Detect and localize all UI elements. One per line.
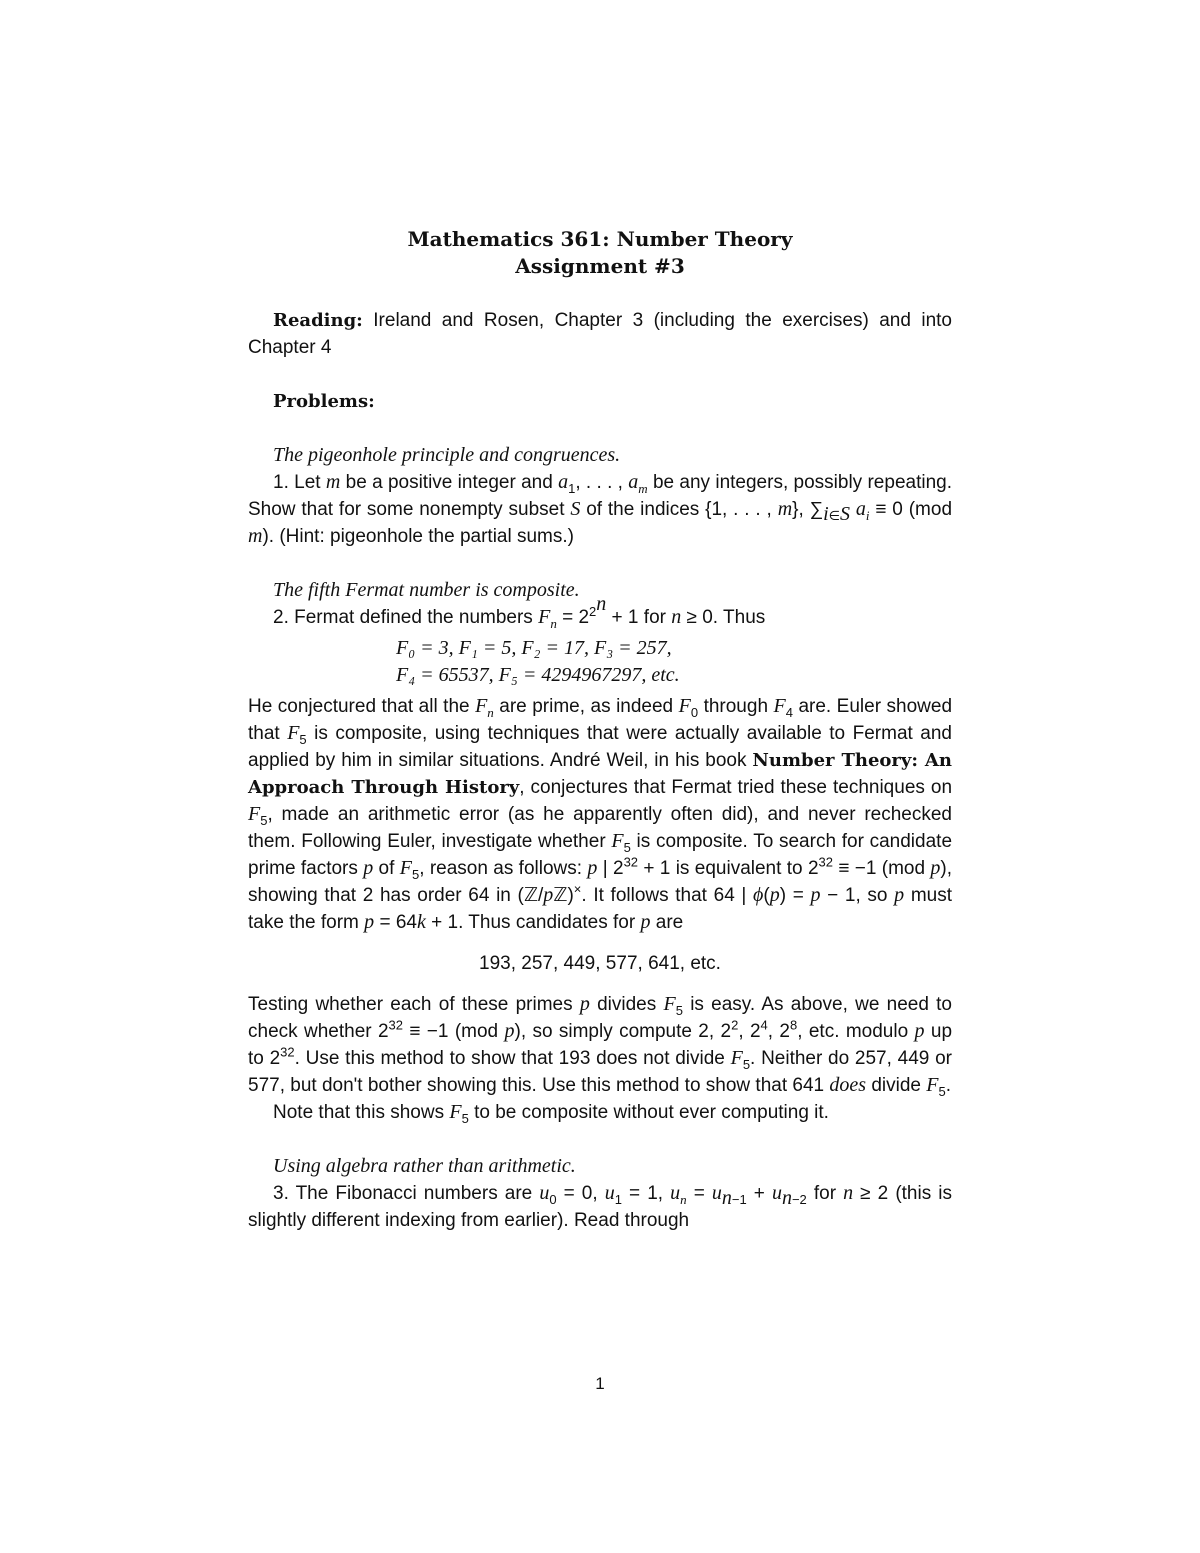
problem-2-testing: Testing whether each of these primes p divides $F_5$ is easy. As above, we need to check whether $2^{32} \equiv -1$ (mod p), so simply compute 2, $2^2$, $2^4$, $2^8$, etc. modulo p up to $2^{32}$. Use this method to show that 193 does not divide $F_5$. Neither do 257, 449 or 577, but don't bother showing this. Use this method to show that 641 does divide $F_5$. bbox=[248, 993, 953, 1099]
problem-2-heading: The fifth Fermat number is composite. bbox=[273, 579, 580, 601]
problem-1-heading: The pigeonhole principle and congruences. bbox=[273, 444, 621, 466]
fermat-equation-line-2: F₄ = 65537, F₅ = 4294967297, etc. bbox=[396, 664, 680, 686]
fermat-equation-line-1: F₀ = 3, F₁ = 5, F₂ = 17, F₃ = 257, bbox=[396, 637, 672, 659]
problems-label: Problems: bbox=[273, 391, 375, 412]
document-title: Mathematics 361: Number Theory bbox=[407, 227, 793, 251]
problem-3-text: 3. The Fibonacci numbers are $u_0 = 0$, $u_1 = 1$, $u_n = u_{n-1} + u_{n-2}$ for n ≥ 2 (this is slightly different indexing from earlier). Read through bbox=[248, 1182, 953, 1231]
candidate-primes: 193, 257, 449, 577, 641, etc. bbox=[479, 953, 721, 974]
problem-1-text: 1. Let m be a positive integer and $a_1$, . . . , $a_m$ be any integers, possibly repeating. Show that for some nonempty subset S of the indices {1, . . . , m}, $\sum_{i\in S}$ $a_i \equiv 0$ (mod m). (Hint: pigeonhole the partial sums.) bbox=[248, 471, 953, 547]
problem-2-paragraph: He conjectured that all the $F_n$ are prime, as indeed $F_0$ through $F_4$ are. Euler showed that $F_5$ is composite, using techniques that were actually available to Fermat and applied by him in similar situations. André Weil, in his book Number Theory: An Approach Through History, conjectures that Fermat tried these techniques on $F_5$, made an arithmetic error (as he apparently often did), and never rechecked them. Following Euler, investigate whether $F_5$ is composite. To search for candidate prime factors p of $F_5$, reason as follows: p | $2^{32} + 1$ is equivalent to $2^{32} \equiv -1$ (mod p), showing that 2 has order 64 in (ℤ/pℤ)×. It follows that 64 | ϕ(p) = p − 1, so p must take the form p = 64k + 1. Thus candidates for p are bbox=[248, 695, 953, 933]
problem-2-intro: 2. Fermat defined the numbers $F_n = 2^{2^n} + 1$ for n ≥ 0. Thus bbox=[273, 593, 766, 631]
page-number: 1 bbox=[595, 1374, 605, 1393]
problem-2-note: Note that this shows $F_5$ to be composite without ever computing it. bbox=[273, 1101, 829, 1126]
reading-text: Ireland and Rosen, Chapter 3 (including the exercises) and into Chapter 4 bbox=[248, 310, 952, 358]
reading-paragraph bbox=[248, 307, 952, 361]
problem-3-heading: Using algebra rather than arithmetic. bbox=[273, 1155, 576, 1177]
document-body bbox=[248, 226, 952, 1234]
document-subtitle: Assignment #3 bbox=[515, 254, 685, 278]
reading-label: Reading: bbox=[273, 310, 363, 331]
book-title: Number Theory: An Approach Through History bbox=[248, 750, 952, 798]
problems-heading bbox=[248, 388, 952, 415]
